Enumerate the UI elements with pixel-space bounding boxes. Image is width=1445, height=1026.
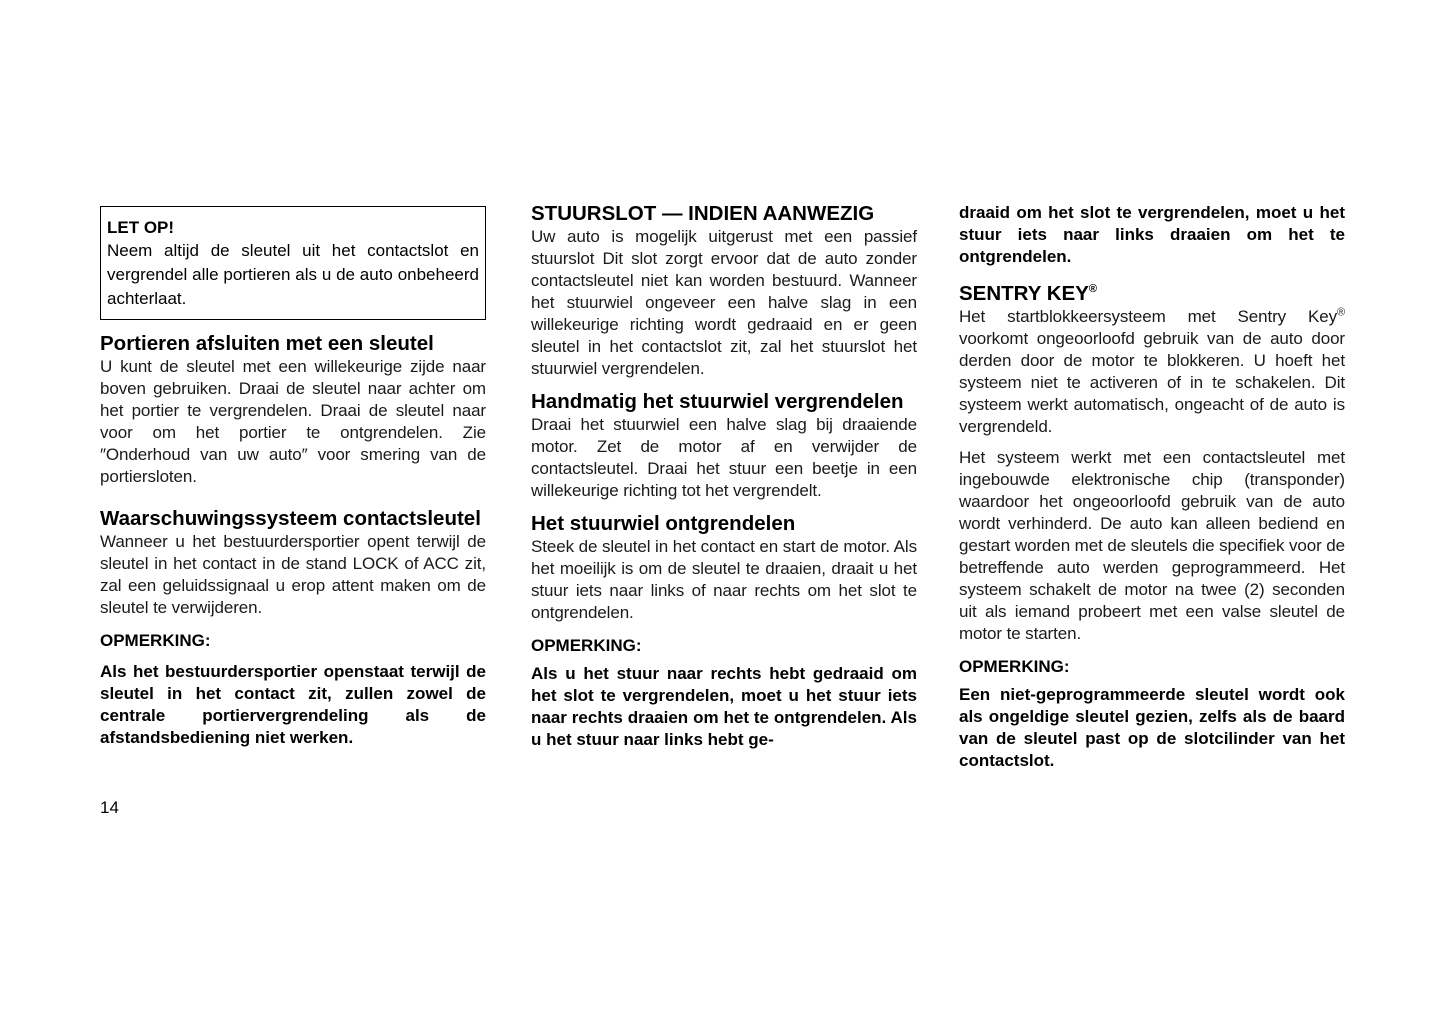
note-title-left: OPMERKING: [100, 631, 211, 650]
text-stuurslot: Uw auto is mogelijk uitgerust met een passief stuurslot Dit slot zorgt ervoor dat de auto zonder contactsleutel niet kan worden bestuurd. Wanneer het stuurwiel ongeveer een halve slag in een willekeurige richting wordt gedraaid en er geen sleutel in het contactslot zit, zal het stuurslot het stuurwiel vergrendelen. [531, 227, 917, 378]
warning-text: Neem altijd de sleutel uit het contactslot en vergrendel alle portieren als u de auto onbeheerd achterlaat. [107, 241, 479, 308]
text-sentry-key-intro [959, 306, 1345, 438]
text-portieren-afsluiten: U kunt de sleutel met een willekeurige zijde naar boven gebruiken. Draai de sleutel naar achter om het portier te vergrendelen. Draai de sleutel naar voor om het portier te ontgrendelen. Zie ″Onderhoud van uw auto″ voor smering van de portiersloten. [100, 357, 486, 486]
heading-sentry-key-text: SENTRY KEY [959, 282, 1089, 305]
text-handmatig-vergrendelen: Draai het stuurwiel een halve slag bij draaiende motor. Zet de motor af en verwijder de contactsleutel. Draai het stuur een beetje in een willekeurige richting tot het vergrendelt. [531, 415, 917, 500]
text-sentry-key-rest: voorkomt ongeoorloofd gebruik van de auto door derden door de motor te blokkeren. U hoeft het systeem niet te activeren of in te schakelen. Dit systeem werkt automatisch, ongeacht of de auto is vergrendeld. [959, 329, 1345, 436]
note-text-middle: Als u het stuur naar rechts hebt gedraaid om het slot te vergrendelen, moet u het stuur iets naar rechts draaien om het te ontgrendelen. Als u het stuur naar links hebt ge- [531, 664, 917, 749]
heading-handmatig-vergrendelen: Handmatig het stuurwiel vergrendelen [531, 390, 904, 413]
heading-stuurslot: STUURSLOT — INDIEN AANWEZIG [531, 202, 875, 225]
column-middle [531, 202, 917, 751]
page-number: 14 [100, 798, 119, 817]
text-sentry-key-start: Het startblokkeersysteem met Sentry Key [959, 307, 1337, 326]
heading-sentry-key [959, 282, 1345, 306]
warning-title: LET OP! [107, 218, 175, 237]
warning-box [100, 206, 486, 320]
registered-mark-inline: ® [1336, 306, 1345, 319]
heading-portieren-afsluiten: Portieren afsluiten met een sleutel [100, 332, 434, 355]
note-title-right: OPMERKING: [959, 657, 1070, 676]
note-title-middle: OPMERKING: [531, 636, 642, 655]
text-sentry-key-system: Het systeem werkt met een contactsleutel met ingebouwde elektronische chip (transponder) waardoor het ongeoorloofd gebruik van de auto wordt verhinderd. De auto kan alleen bediend en gestart worden met de sleutels die specifiek voor de betreffende auto werden geprogrammeerd. Het systeem schakelt de motor na twee (2) seconden uit als iemand probeert met een valse sleutel de motor te starten. [959, 448, 1346, 643]
note-continued-text: draaid om het slot te vergrendelen, moet u het stuur iets naar links draaien om het te ontgrendelen. [959, 203, 1345, 266]
column-right [959, 202, 1345, 772]
heading-stuurwiel-ontgrendelen: Het stuurwiel ontgrendelen [531, 512, 796, 535]
column-left [100, 202, 486, 749]
text-waarschuwingssysteem: Wanneer u het bestuurdersportier opent terwijl de sleutel in het contact in de stand LOCK of ACC zit, zal een geluidssignaal u erop attent maken om de sleutel te verwijderen. [100, 532, 486, 617]
heading-waarschuwingssysteem: Waarschuwingssysteem contactsleutel [100, 507, 481, 530]
note-text-right: Een niet-geprogrammeerde sleutel wordt ook als ongeldige sleutel gezien, zelfs als de baard van de sleutel past op de slotcilinder van het contactslot. [959, 685, 1345, 770]
note-text-left: Als het bestuurdersportier openstaat terwijl de sleutel in het contact zit, zullen zowel de centrale portiervergrendeling als de afstandsbediening niet werken. [100, 662, 486, 747]
text-stuurwiel-ontgrendelen: Steek de sleutel in het contact en start de motor. Als het moeilijk is om de sleutel te draaien, draait u het stuur iets naar links of naar rechts om het slot te ontgrendelen. [531, 537, 917, 622]
registered-mark: ® [1088, 283, 1097, 296]
